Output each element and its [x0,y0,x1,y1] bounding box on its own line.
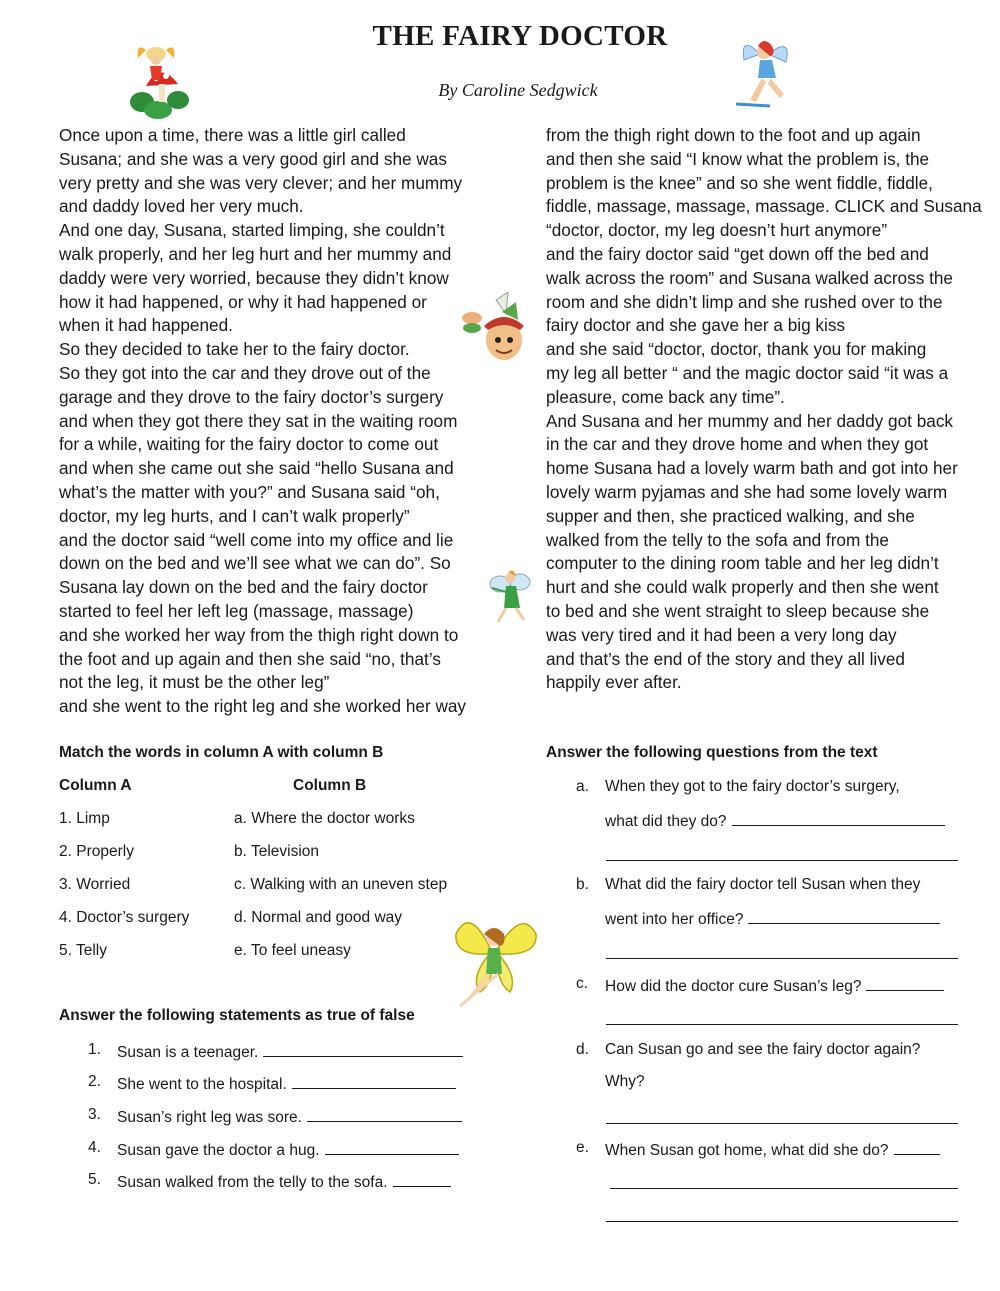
answer-line[interactable] [606,958,958,959]
story-line: Susana; and she was a very good girl and she was [59,148,447,169]
yellow-winged-fairy-illustration [440,904,550,1014]
statement-text: Susan walked from the telly to the sofa. [117,1174,388,1191]
column-b-item: b. Television [234,843,320,860]
statement-5 [117,1171,451,1192]
story-line: and she worked her way from the thigh right down to [59,624,459,645]
statement-number: 5. [88,1171,101,1188]
story-line: from the thigh right down to the foot and up again [546,125,921,145]
story-line: what’s the matter with you?” and Susana said “oh, [59,481,440,502]
story-line: garage and they drove to the fairy doctor’s surgery [59,386,444,407]
story-right-column [546,124,986,695]
answer-line[interactable] [606,1123,958,1124]
question-letter: b. [576,876,589,893]
column-b-item: a. Where the doctor works [234,810,415,827]
story-line: walk properly, and her leg hurt and her mummy and [59,243,452,264]
story-line: Once upon a time, there was a little girl called [59,125,406,145]
story-line: and she said “doctor, doctor, thank you for making [546,339,927,360]
question-b-line2 [605,908,940,929]
story-line: fiddle, massage, massage, massage. CLICK and Susana [546,196,982,217]
statement-number: 4. [88,1139,101,1156]
author-byline: By Caroline Sedgwick [438,80,598,100]
column-a-item: 3. Worried [59,876,131,893]
question-a-line2 [605,810,945,831]
story-line: to bed and she went straight to sleep because she [546,600,930,621]
statement-3 [117,1106,462,1127]
question-letter: a. [576,778,589,795]
story-line: very pretty and she was very clever; and her mummy [59,172,463,193]
story-line: fairy doctor and she gave her a big kiss [546,315,846,336]
column-b-item: c. Walking with an uneven step [234,876,448,893]
story-line: started to feel her left leg (massage, massage) [59,600,414,621]
story-line: the foot and up again and then she said “no, that’s [59,648,441,669]
column-a-header: Column A [59,777,132,794]
statement-number: 2. [88,1073,101,1090]
question-b-line1: What did the fairy doctor tell Susan when they [605,876,921,893]
story-line: So they got into the car and they drove out of the [59,362,431,383]
story-line: happily ever after. [546,672,682,693]
story-line: was very tired and it had been a very long day [546,624,897,645]
story-line: And one day, Susana, started limping, she couldn’t [59,220,445,241]
story-line: lovely warm pyjamas and she had some lovely warm [546,481,948,502]
story-line: supper and then, she practiced walking, and she [546,505,915,526]
column-a-item: 2. Properly [59,843,134,860]
statement-text: She went to the hospital. [117,1076,287,1093]
story-line: computer to the dining room table and her leg didn’t [546,553,939,574]
story-line: and the doctor said “well come into my office and lie [59,529,454,550]
story-line: and the fairy doctor said “get down off the bed and [546,243,929,264]
question-c-line1 [605,975,944,996]
answer-line[interactable] [606,860,958,861]
answer-blank[interactable] [292,1073,456,1089]
answer-blank[interactable] [732,810,945,826]
answer-blank[interactable] [263,1041,463,1057]
story-line: and when she came out she said “hello Susana and [59,458,454,479]
question-text: How did the doctor cure Susan’s leg? [605,978,862,995]
flying-fairy-illustration [730,34,802,114]
question-letter: e. [576,1139,589,1156]
answer-line[interactable] [610,1188,958,1189]
column-b-header: Column B [293,777,367,794]
answer-line[interactable] [606,1024,958,1025]
story-line: room and she didn’t limp and she rushed over to the [546,291,943,312]
story-line: my leg all better “ and the magic doctor said “it was a [546,362,949,383]
statement-number: 3. [88,1106,101,1123]
question-text: what did they do? [605,813,727,830]
question-d-line1: Can Susan go and see the fairy doctor again? [605,1041,921,1058]
story-line: and daddy loved her very much. [59,196,304,217]
story-line: and when they got there they sat in the waiting room [59,410,458,431]
question-text: When Susan got home, what did she do? [605,1142,889,1159]
answer-blank[interactable] [325,1139,459,1155]
story-line: walked from the telly to the sofa and from the [546,529,889,550]
story-line: problem is the knee” and so she went fiddle, fiddle, [546,172,933,193]
column-b-item: d. Normal and good way [234,909,403,926]
match-heading: Match the words in column A with column B [59,744,384,761]
statement-1 [117,1041,463,1062]
statement-text: Susan gave the doctor a hug. [117,1142,320,1159]
story-line: “doctor, doctor, my leg doesn’t hurt anymore” [546,220,888,241]
story-line: walk across the room” and Susana walked across the [546,267,953,288]
statement-2 [117,1073,456,1094]
question-a-line1: When they got to the fairy doctor’s surgery, [605,778,900,795]
true-false-heading: Answer the following statements as true of false [59,1007,415,1024]
story-line: in the car and they drove home and when they got [546,434,929,455]
story-line: for a while, waiting for the fairy doctor to come out [59,434,439,455]
story-line: doctor, my leg hurts, and I can’t walk properly” [59,505,410,526]
question-text: went into her office? [605,911,744,928]
story-line: and then she said “I know what the problem is, the [546,148,930,169]
page-title: THE FAIRY DOCTOR [372,20,668,52]
answer-blank[interactable] [307,1106,462,1122]
statement-text: Susan is a teenager. [117,1044,259,1061]
answer-blank[interactable] [894,1139,940,1155]
column-a-item: 5. Telly [59,942,107,959]
story-line: how it had happened, or why it had happened or [59,291,427,312]
story-line: hurt and she could walk properly and then she went [546,577,939,598]
story-line: and that’s the end of the story and they all lived [546,648,905,669]
story-line: And Susana and her mummy and her daddy got back [546,410,954,431]
story-line: down on the bed and we’ll see what we can do”. So [59,553,451,574]
answer-blank[interactable] [748,908,940,924]
story-line: not the leg, it must be the other leg” [59,672,330,693]
story-line: So they decided to take her to the fairy doctor. [59,339,410,360]
questions-heading: Answer the following questions from the text [546,744,878,761]
column-a-item: 1. Limp [59,810,110,827]
statement-4 [117,1139,459,1160]
column-a-item: 4. Doctor’s surgery [59,909,190,926]
story-line: home Susana had a lovely warm bath and got into her [546,458,958,479]
column-b-item: e. To feel uneasy [234,942,351,959]
story-left-column [59,124,499,719]
fairy-mushroom-illustration [128,40,192,120]
statement-text: Susan’s right leg was sore. [117,1109,302,1126]
question-letter: d. [576,1041,589,1058]
answer-blank[interactable] [393,1171,451,1187]
story-line: pleasure, come back any time”. [546,386,785,407]
question-e-line1 [605,1139,940,1160]
story-line: Susana lay down on the bed and the fairy doctor [59,577,428,598]
answer-line[interactable] [606,1221,958,1222]
question-letter: c. [576,975,589,992]
statement-number: 1. [88,1041,101,1058]
story-line: daddy were very worried, because they didn’t know [59,267,449,288]
answer-blank[interactable] [866,975,944,991]
question-d-line2: Why? [605,1073,645,1090]
story-line: when it had happened. [59,315,233,336]
story-line: and she went to the right leg and she worked her way [59,696,467,717]
